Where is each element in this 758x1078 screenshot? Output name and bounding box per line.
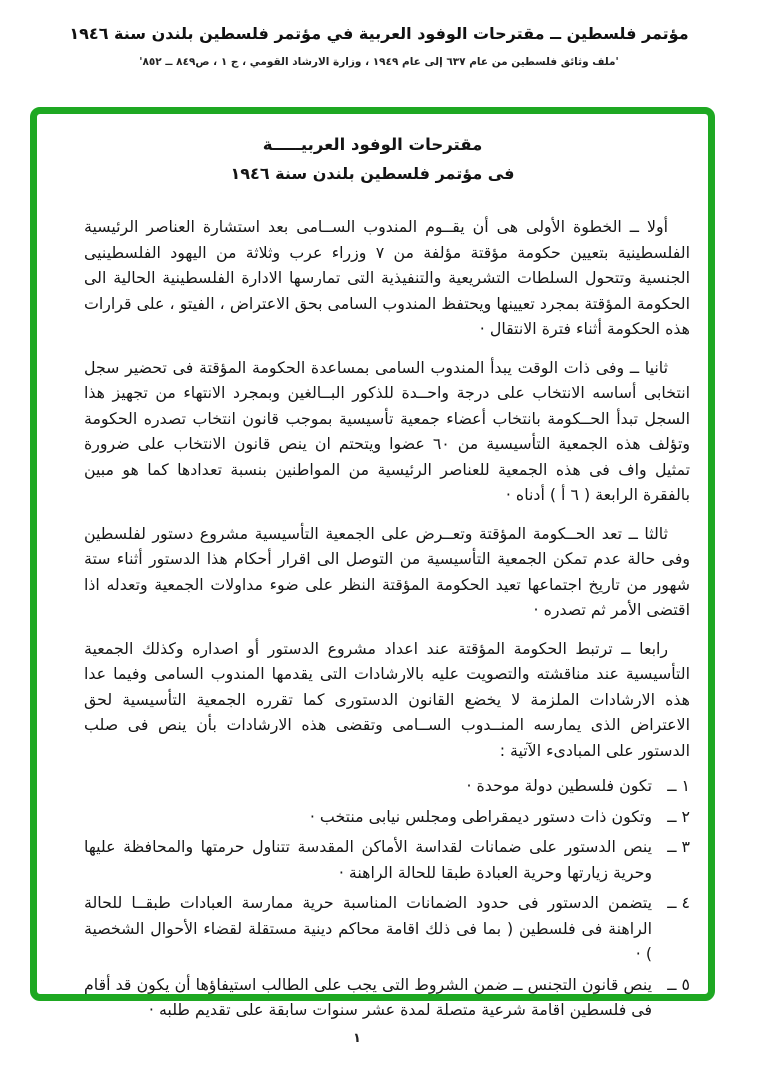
paragraph-fourth: رابعا ــ ترتبط الحكومة المؤقتة عند اعداد مشروع الدستور أو اصداره وكذلك الجمعية التأسيسية عند مناقشته والتصويت عليه بالارشادات التى يقدمها المندوب السامى وفيما عدا هذه الارشادات الملزمة لا يخضع القانون الدستورى كما تقرره الجمعية التأسيسية لحق الاعتراض الذى يمارسه المنــدوب الســامى وتقضى هذه الارشادات بأن ينص فى صلب الدستور على المبادىء الآتية : bbox=[84, 638, 690, 760]
list-item-2 bbox=[84, 804, 690, 830]
doc-title-line1: مقترحات الوفود العربيـــــة bbox=[262, 135, 483, 154]
list-item-1 bbox=[84, 773, 690, 799]
page-header-title: مؤتمر فلسطين ــ مقترحات الوفود العربية في مؤتمر فلسطين بلندن سنة ١٩٤٦ bbox=[69, 24, 689, 43]
source-citation: 'ملف وثائق فلسطين من عام ٦٣٧ إلى عام ١٩٤٩ ، وزارة الارشاد القومي ، ج ١ ، ص٨٤٩ ــ ٨٥٢' bbox=[139, 56, 619, 68]
item-text: يتضمن الدستور فى حدود الضمانات المناسبة حرية ممارسة العبادات طبقــا للحالة الراهنة فى فلسطين ( بما فى ذلك اقامة محاكم دينية مستقلة لقضاء الأحوال الشخصية ) · bbox=[84, 893, 652, 963]
paragraph-first: أولا ــ الخطوة الأولى هى أن يقــوم المندوب الســامى بعد استشارة العناصر الرئيسية الفلسطينية بتعيين حكومة مؤقتة مؤلفة من ٧ وزراء عرب وثلاثة من اليهود الفلسطينيى الجنسية وتتحول السلطات التشريعية والتنفيذية التى تمارسها الادارة الفلسطينية الحالية الى الحكومة المؤقتة بمجرد تعيينها ويحتفظ المندوب السامى بحق الاعتراض ، الفيتو ، على قرارات هذه الحكومة أثناء فترة الانتقال · bbox=[84, 217, 690, 338]
item-number: ٥ ــ bbox=[667, 974, 690, 994]
list-item-5 bbox=[84, 972, 690, 1023]
item-text: تكون فلسطين دولة موحدة · bbox=[466, 776, 652, 795]
item-text: ينص الدستور على ضمانات لقداسة الأماكن المقدسة تتناول حرمتها والمحافظة عليها وحرية زيارتها وحرية العبادة طبقا للحالة الراهنة · bbox=[84, 837, 652, 882]
list-item-4 bbox=[84, 890, 690, 967]
document-frame bbox=[30, 107, 715, 1019]
doc-title-line2: فى مؤتمر فلسطين بلندن سنة ١٩٤٦ bbox=[230, 164, 515, 183]
doc-title bbox=[37, 135, 708, 183]
principles-list bbox=[84, 773, 690, 1023]
list-item-3 bbox=[84, 834, 690, 885]
item-text: ينص قانون التجنس ــ ضمن الشروط التى يجب على الطالب استيفاؤها أن يكون قد أقام فى فلسطين اقامة شرعية متصلة لمدة عشر سنوات سابقة على تقديم طلبه · bbox=[84, 974, 652, 1019]
page-number: ١ bbox=[353, 1031, 361, 1046]
item-number: ٢ ــ bbox=[667, 806, 690, 826]
item-text: وتكون ذات دستور ديمقراطى ومجلس نيابى منتخب · bbox=[309, 806, 652, 826]
paragraph-third: ثالثا ــ تعد الحــكومة المؤقتة وتعــرض على الجمعية التأسيسية مشروع دستور لفلسطين وفى حالة عدم تمكن الجمعية التأسيسية من التوصل الى اقرار أحكام هذا الدستور أثناء ستة شهور من تاريخ اجتماعها تعيد الحكومة المؤقتة النظر على ضوء مداولات الجمعية وتعدله اذا اقتضى الأمر ثم تصدره · bbox=[84, 523, 690, 619]
item-number: ٣ ــ bbox=[667, 837, 690, 856]
paragraph-second: ثانيا ــ وفى ذات الوقت يبدأ المندوب السامى بمساعدة الحكومة المؤقتة فى تحضير سجل انتخابى أساسه الانتخاب على درجة واحــدة للذكور البــالغين وبمجرد الانتهاء من تجهيز هذا السجل تبدأ الحــكومة بانتخاب أعضاء جمعية تأسيسية بموجب قانون انتخاب تصدره الحكومة وتؤلف هذه الجمعية التأسيسية من ٦٠ عضوا ويتحتم ان ينص قانون الانتخاب على ضرورة تمثيل واف فى هذه الجمعية للعناصر الرئيسية من المواطنين بنسبة تعدادها كما هو مبين بالفقرة الرابعة ( ٦ أ ) أدناه · bbox=[84, 357, 690, 504]
item-number: ١ ــ bbox=[667, 776, 690, 795]
document-body bbox=[84, 214, 690, 1028]
item-number: ٤ ــ bbox=[667, 893, 690, 912]
